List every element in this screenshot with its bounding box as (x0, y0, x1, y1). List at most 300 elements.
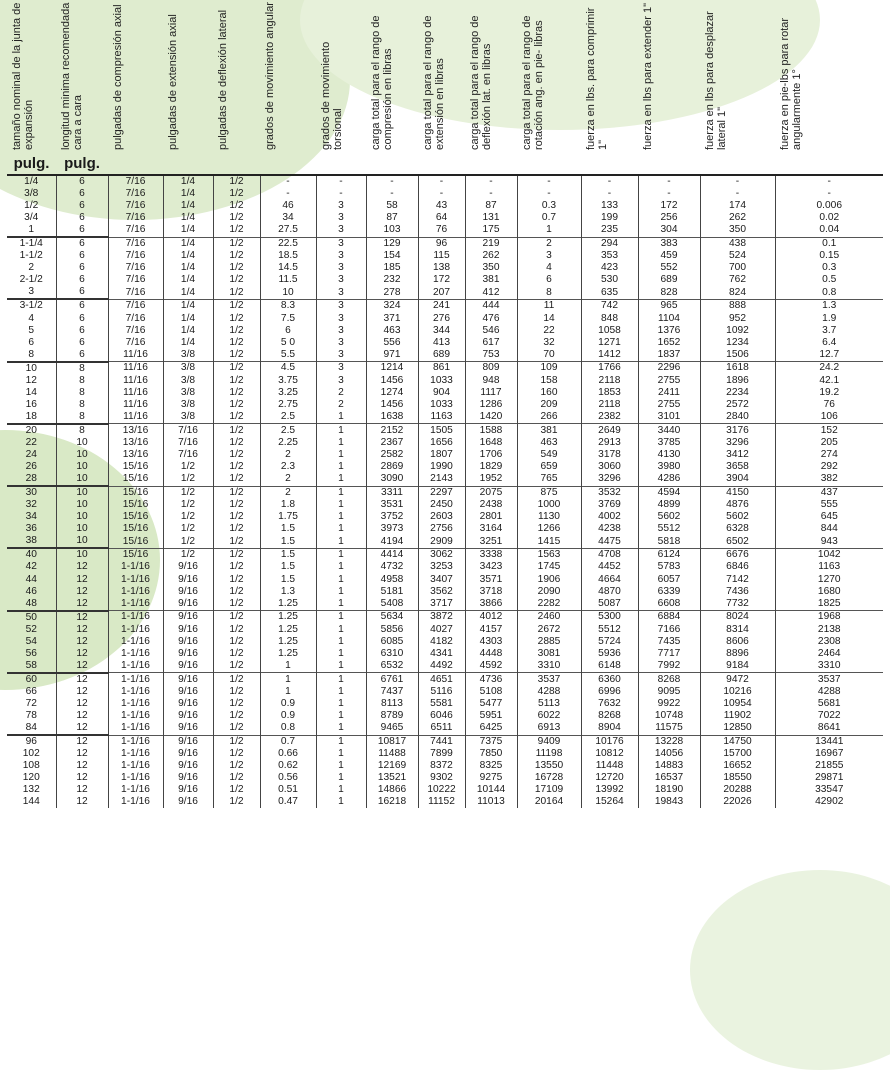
table-cell: 1274 (366, 387, 418, 399)
table-cell: 103 (366, 224, 418, 237)
table-row (7, 449, 883, 461)
table-cell: 1/2 (213, 274, 260, 286)
table-cell: 1 (316, 660, 366, 673)
table-cell: 2885 (517, 636, 581, 648)
table-cell: 172 (638, 200, 700, 212)
table-cell: 42902 (775, 796, 883, 808)
column-header: carga total para el rango de compresión en libras (370, 15, 394, 150)
table-cell: - (260, 188, 316, 200)
table-cell: 9/16 (163, 673, 213, 686)
table-cell: 207 (418, 286, 465, 299)
table-cell: 9/16 (163, 624, 213, 636)
table-cell: 8372 (418, 760, 465, 772)
table-cell: 0.04 (775, 224, 883, 237)
table-cell: 2840 (700, 411, 775, 424)
table-cell: 12 (25, 374, 37, 386)
table-cell: 1-1/16 (108, 735, 163, 748)
table-cell: 6 (56, 262, 108, 274)
table-cell: 34 (25, 511, 37, 523)
table-cell: 15/16 (108, 461, 163, 473)
table-cell: 0.7 (517, 212, 581, 224)
table-row (7, 424, 883, 437)
table-cell: 700 (700, 262, 775, 274)
table-cell: 8113 (366, 698, 418, 710)
table-cell: 1837 (638, 349, 700, 362)
table-cell: 1-1/16 (108, 710, 163, 722)
table-cell: 1/2 (213, 710, 260, 722)
table-cell: 2090 (517, 586, 581, 598)
table-cell: 19.2 (775, 387, 883, 399)
table-cell: 7375 (465, 735, 517, 748)
table-row (7, 499, 883, 511)
table-cell: - (700, 175, 775, 188)
table-cell: 12 (56, 561, 108, 573)
table-cell: 106 (775, 411, 883, 424)
table-cell: 4027 (418, 624, 465, 636)
table-cell: 185 (366, 262, 418, 274)
table-cell: 4288 (775, 686, 883, 698)
table-cell: 11/16 (108, 362, 163, 375)
table-cell: 11902 (700, 710, 775, 722)
table-cell: 1 (260, 673, 316, 686)
table-row (7, 548, 883, 561)
table-row (7, 325, 883, 337)
table-cell: 3090 (366, 473, 418, 486)
table-cell: 1/2 (213, 175, 260, 188)
table-cell: 84 (25, 722, 37, 734)
table-cell: 6425 (465, 722, 517, 735)
table-cell: 9/16 (163, 796, 213, 808)
table-cell: 9/16 (163, 561, 213, 573)
column-header: fuerza en lbs para desplazar lateral 1" (704, 11, 728, 150)
table-cell: 3 (316, 262, 366, 274)
table-cell: 8 (517, 286, 581, 299)
table-row (7, 735, 883, 748)
table-cell: 2572 (700, 399, 775, 411)
table-cell: 2 (517, 237, 581, 250)
table-cell: 11198 (517, 748, 581, 760)
table-cell: 3537 (775, 673, 883, 686)
table-cell: 8268 (581, 710, 638, 722)
table-cell: 6 (56, 188, 108, 200)
table-cell: 6761 (366, 673, 418, 686)
table-cell: 9/16 (163, 686, 213, 698)
table-cell: 765 (517, 473, 581, 486)
table-cell: 0.51 (260, 784, 316, 796)
table-cell: 1 (316, 710, 366, 722)
table-cell: 617 (465, 337, 517, 349)
table-cell: 1456 (366, 375, 418, 387)
table-cell: 3101 (638, 411, 700, 424)
table-cell: - (418, 188, 465, 200)
table-cell: 3571 (465, 574, 517, 586)
table-cell: 1/4 (7, 175, 56, 188)
table-cell: 2382 (581, 411, 638, 424)
table-cell: 1896 (700, 375, 775, 387)
table-cell: 15/16 (108, 523, 163, 535)
table-cell: 6 (56, 286, 108, 299)
table-cell: - (316, 188, 366, 200)
table-cell: 11152 (418, 796, 465, 808)
table-cell: 6532 (366, 660, 418, 673)
table-cell: 324 (366, 299, 418, 312)
table-cell: 20 (7, 424, 56, 437)
table-cell: 1 (316, 574, 366, 586)
table-cell: 1.5 (260, 548, 316, 561)
table-cell: 262 (465, 250, 517, 262)
table-cell: 1/4 (163, 337, 213, 349)
table-cell: 10 (260, 286, 316, 299)
table-cell: 6 (56, 274, 108, 286)
table-cell: 3/8 (163, 349, 213, 362)
table-cell: 2282 (517, 598, 581, 611)
table-cell: - (316, 175, 366, 188)
table-cell: 1952 (465, 473, 517, 486)
table-cell: 3 (316, 325, 366, 337)
table-cell: 1/2 (213, 437, 260, 449)
table-cell: 943 (775, 535, 883, 548)
table-cell: 6 (56, 325, 108, 337)
table-cell: 3.25 (260, 387, 316, 399)
table-cell: 1-1/16 (108, 784, 163, 796)
table-cell: 3/4 (24, 212, 39, 224)
table-cell: 6996 (581, 686, 638, 698)
table-cell: 9/16 (163, 598, 213, 611)
table-cell: 3-1/2 (7, 299, 56, 312)
table-cell: 7899 (418, 748, 465, 760)
table-row (7, 586, 883, 598)
table-cell: 1/2 (213, 586, 260, 598)
table-cell: 13521 (366, 772, 418, 784)
table-cell: 6085 (366, 636, 418, 648)
table-cell: 276 (418, 313, 465, 325)
table-cell: 1825 (775, 598, 883, 611)
table-cell: 659 (517, 461, 581, 473)
table-cell: 10 (56, 473, 108, 486)
table-cell: 28 (25, 473, 37, 485)
table-cell: 1652 (638, 337, 700, 349)
table-cell: 1-1/16 (108, 574, 163, 586)
table-cell: 1/2 (213, 212, 260, 224)
table-cell: 9/16 (163, 760, 213, 772)
table-cell: 7/16 (108, 299, 163, 312)
table-cell: 1/2 (213, 387, 260, 399)
table-cell: 1/2 (213, 200, 260, 212)
table-cell: 9/16 (163, 735, 213, 748)
table-cell: 7992 (638, 660, 700, 673)
table-cell: 1/2 (213, 784, 260, 796)
table-row (7, 486, 883, 499)
table-cell: 278 (366, 286, 418, 299)
table-cell: 6846 (700, 561, 775, 573)
header-row (7, 2, 883, 152)
table-cell: 7441 (418, 735, 465, 748)
table-cell: 8904 (581, 722, 638, 735)
table-cell: 3310 (517, 660, 581, 673)
table-cell: 1/2 (213, 424, 260, 437)
table-row (7, 598, 883, 611)
table-cell: 2075 (465, 486, 517, 499)
table-cell: 29871 (775, 772, 883, 784)
table-cell: 1/2 (213, 237, 260, 250)
table-cell: - (260, 175, 316, 188)
table-cell: 1 (316, 698, 366, 710)
table-cell: 6057 (638, 574, 700, 586)
table-cell: 824 (700, 286, 775, 299)
unit-label: pulg. (7, 152, 56, 175)
table-cell: 3060 (581, 461, 638, 473)
table-cell: 5087 (581, 598, 638, 611)
table-cell: 1/2 (213, 299, 260, 312)
table-cell: 15700 (700, 748, 775, 760)
table-cell: 1638 (366, 411, 418, 424)
table-cell: 2755 (638, 399, 700, 411)
table-cell: 1266 (517, 523, 581, 535)
table-cell: 1807 (418, 449, 465, 461)
table-cell: 8 (56, 387, 108, 399)
table-cell: 1/2 (163, 461, 213, 473)
table-cell: 7/16 (108, 337, 163, 349)
table-row (7, 188, 883, 200)
table-cell: 2138 (775, 624, 883, 636)
table-cell: 1214 (366, 362, 418, 375)
table-cell: 1968 (775, 611, 883, 624)
table-cell: 205 (775, 437, 883, 449)
table-cell: 6 (56, 299, 108, 312)
table-cell: 3658 (700, 461, 775, 473)
table-cell: 1163 (418, 411, 465, 424)
table-cell: 172 (418, 274, 465, 286)
table-cell: 1271 (581, 337, 638, 349)
table-cell: 0.1 (775, 237, 883, 250)
table-cell: 2.25 (260, 437, 316, 449)
table-cell: 11013 (465, 796, 517, 808)
table-cell: 1505 (418, 424, 465, 437)
table-cell: 1 (316, 499, 366, 511)
table-cell: 5818 (638, 535, 700, 548)
table-cell: 4238 (581, 523, 638, 535)
table-cell: 0.9 (260, 710, 316, 722)
table-cell: 10817 (366, 735, 418, 748)
table-cell: 5408 (366, 598, 418, 611)
column-header: carga total para el rango de deflexión lat. en libras (469, 15, 493, 150)
table-cell: 4651 (418, 673, 465, 686)
table-cell: 350 (700, 224, 775, 237)
table-cell: 1 (316, 548, 366, 561)
column-header: grados de movimiento torsional (320, 41, 344, 150)
column-header: longitud minima recomendada cara a cara (60, 2, 84, 150)
table-cell: 109 (517, 362, 581, 375)
table-cell: 6360 (581, 673, 638, 686)
table-cell: 1058 (581, 325, 638, 337)
table-cell: 6608 (638, 598, 700, 611)
table-cell: 1618 (700, 362, 775, 375)
table-cell: 11/16 (108, 387, 163, 399)
table-cell: 10954 (700, 698, 775, 710)
table-cell: 9/16 (163, 698, 213, 710)
table-cell: 383 (638, 237, 700, 250)
table-cell: 1000 (517, 499, 581, 511)
table-cell: 3717 (418, 598, 465, 611)
table-cell: 753 (465, 349, 517, 362)
table-cell: 10 (56, 461, 108, 473)
table-cell: 1270 (775, 574, 883, 586)
table-cell: 6 (56, 237, 108, 250)
table-cell: 1042 (775, 548, 883, 561)
table-cell: 5681 (775, 698, 883, 710)
table-cell: 5951 (465, 710, 517, 722)
table-cell: 1-1/16 (108, 561, 163, 573)
table-cell: 12850 (700, 722, 775, 735)
table-cell: 3752 (366, 511, 418, 523)
table-cell: 7/16 (108, 237, 163, 250)
table-cell: 1/4 (163, 250, 213, 262)
table-cell: 1.25 (260, 598, 316, 611)
table-cell: 2296 (638, 362, 700, 375)
table-cell: 10 (56, 548, 108, 561)
table-cell: 1 (316, 473, 366, 486)
table-cell: 3532 (581, 486, 638, 499)
table-cell: 10 (56, 486, 108, 499)
column-header: fuerza en lbs para extender 1" (642, 3, 654, 150)
table-cell: 12 (56, 722, 108, 735)
table-row (7, 748, 883, 760)
table-cell: 3 (316, 212, 366, 224)
table-cell: - (366, 188, 418, 200)
table-cell: 2308 (775, 636, 883, 648)
table-cell: 7/16 (108, 262, 163, 274)
table-row (7, 375, 883, 387)
table-cell: 174 (700, 200, 775, 212)
table-cell: 1506 (700, 349, 775, 362)
table-cell: 13/16 (108, 437, 163, 449)
table-row (7, 437, 883, 449)
table-cell: 152 (775, 424, 883, 437)
table-cell: 1/2 (163, 523, 213, 535)
table-row (7, 224, 883, 237)
table-cell: 22026 (700, 796, 775, 808)
table-cell: 131 (465, 212, 517, 224)
table-cell: 381 (465, 274, 517, 286)
table-cell: 1-1/16 (108, 673, 163, 686)
table-row (7, 175, 883, 188)
table-cell: 1033 (418, 375, 465, 387)
table-cell: 1/2 (213, 760, 260, 772)
table-cell: 12 (56, 636, 108, 648)
table-cell: 1/2 (213, 313, 260, 325)
table-cell: 4594 (638, 486, 700, 499)
column-header: grados de movimiento angular (264, 2, 276, 150)
table-cell: - (581, 188, 638, 200)
table-cell: 14883 (638, 760, 700, 772)
table-cell: 1 (260, 686, 316, 698)
table-cell: 19843 (638, 796, 700, 808)
table-cell: 2 (260, 473, 316, 486)
table-cell: 15264 (581, 796, 638, 808)
table-cell: 4303 (465, 636, 517, 648)
table-cell: 888 (700, 299, 775, 312)
table-cell: 689 (418, 349, 465, 362)
table-cell: 4 (28, 312, 35, 324)
table-cell: 1 (316, 760, 366, 772)
table-cell: 3 (316, 375, 366, 387)
table-cell: 6 (517, 274, 581, 286)
table-cell: 9275 (465, 772, 517, 784)
table-cell: 76 (418, 224, 465, 237)
table-cell: 256 (638, 212, 700, 224)
table-cell: 1706 (465, 449, 517, 461)
table-cell: 1/2 (213, 735, 260, 748)
table-cell: 3440 (638, 424, 700, 437)
table-cell: 350 (465, 262, 517, 274)
table-cell: 1-1/16 (108, 648, 163, 660)
table-cell: 3062 (418, 548, 465, 561)
table-cell: 1/4 (163, 237, 213, 250)
table-cell: 6.4 (775, 337, 883, 349)
table-cell: 1/4 (163, 299, 213, 312)
table-cell: 2 (28, 262, 35, 274)
table-cell: 1376 (638, 325, 700, 337)
table-cell: 6 (56, 224, 108, 237)
table-cell: 7/16 (108, 313, 163, 325)
table-cell: 3164 (465, 523, 517, 535)
table-cell: 3 (517, 250, 581, 262)
table-cell: 274 (775, 449, 883, 461)
table-cell: 1-1/16 (108, 686, 163, 698)
table-cell: 1415 (517, 535, 581, 548)
table-cell: 5602 (700, 511, 775, 523)
table-cell: 12 (56, 698, 108, 710)
table-cell: 6 (260, 325, 316, 337)
table-cell: 4012 (465, 611, 517, 624)
table-cell: 294 (581, 237, 638, 250)
table-cell: 1/4 (163, 262, 213, 274)
table-cell: - (775, 175, 883, 188)
table-cell: 14 (517, 313, 581, 325)
table-cell: 3251 (465, 535, 517, 548)
table-cell: 12 (56, 748, 108, 760)
table-cell: 381 (517, 424, 581, 437)
table-cell: 4150 (700, 486, 775, 499)
table-cell: 1/2 (213, 349, 260, 362)
table-cell: 87 (366, 212, 418, 224)
table-cell: 1/2 (213, 673, 260, 686)
table-cell: 10748 (638, 710, 700, 722)
table-cell: 1745 (517, 561, 581, 573)
table-cell: 546 (465, 325, 517, 337)
table-cell: 4475 (581, 535, 638, 548)
table-cell: 3/8 (163, 387, 213, 399)
table-cell: 7.5 (260, 313, 316, 325)
table-cell: 2.5 (260, 411, 316, 424)
table-cell: 6310 (366, 648, 418, 660)
table-cell: 413 (418, 337, 465, 349)
table-cell: 6328 (700, 523, 775, 535)
table-cell: 4 (517, 262, 581, 274)
table-cell: 2.5 (260, 424, 316, 437)
table-cell: 6 (56, 337, 108, 349)
column-header: tamaño nominal de la junta de expansión (11, 2, 35, 150)
table-cell: 36 (25, 523, 37, 535)
table-cell: 1 (316, 523, 366, 535)
table-cell: 5634 (366, 611, 418, 624)
table-cell: 8024 (700, 611, 775, 624)
table-cell: 3296 (700, 437, 775, 449)
table-cell: 1 (517, 224, 581, 237)
table-cell: 10 (56, 499, 108, 511)
table-cell: 14 (25, 386, 37, 398)
table-cell: 32 (25, 499, 37, 511)
